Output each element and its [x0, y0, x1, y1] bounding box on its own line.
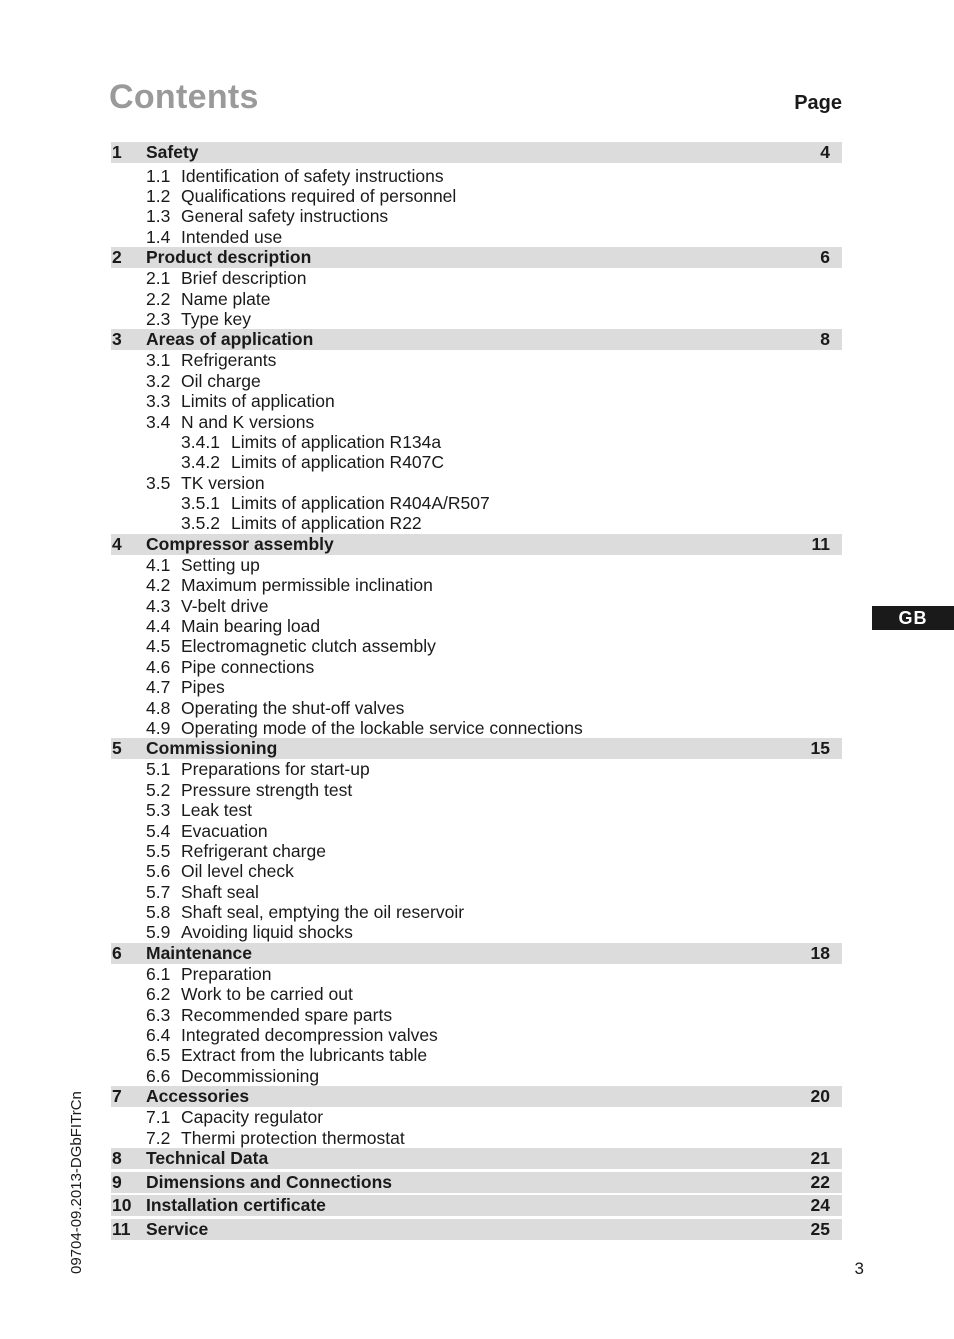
section-number: 5.4 [146, 820, 171, 841]
toc-section-row [111, 555, 842, 575]
toc-section-row [111, 1005, 842, 1025]
section-title: Pressure strength test [181, 779, 353, 800]
chapter-title: Installation certificate [146, 1195, 326, 1215]
chapter-number: 2 [112, 247, 122, 268]
chapter-number: 1 [112, 142, 122, 162]
toc-subsection-row [111, 432, 842, 452]
toc-section-row [111, 206, 842, 226]
section-number: 7.1 [146, 1107, 171, 1128]
toc-section-row [111, 596, 842, 616]
toc-section-row [111, 166, 842, 186]
section-number: 3.3 [146, 391, 171, 412]
toc-chapter-row [111, 1219, 842, 1240]
section-title: Pipes [181, 677, 225, 698]
section-title: Work to be carried out [181, 984, 353, 1005]
toc-section-row [111, 289, 842, 309]
section-title: Avoiding liquid shocks [181, 922, 353, 943]
chapter-number: 6 [112, 942, 122, 963]
toc-section-row [111, 575, 842, 595]
language-tab: GB [872, 606, 954, 630]
section-number: 3.1 [146, 350, 171, 371]
section-title: Refrigerants [181, 350, 277, 371]
toc-section-row [111, 309, 842, 329]
section-title: Operating the shut-off valves [181, 697, 405, 718]
section-number: 4.8 [146, 697, 171, 718]
toc-section-row [111, 268, 842, 288]
chapter-page: 24 [810, 1195, 830, 1215]
section-title: Oil level check [181, 861, 294, 882]
toc-section-row [111, 1025, 842, 1045]
chapter-title: Maintenance [146, 942, 252, 963]
chapter-number: 11 [112, 1218, 131, 1239]
section-number: 5.2 [146, 779, 171, 800]
chapter-title: Commissioning [146, 738, 278, 759]
section-number: 5.5 [146, 840, 171, 861]
toc-section-row [111, 800, 842, 820]
chapter-number: 5 [112, 738, 122, 759]
section-number: 4.2 [146, 575, 171, 596]
chapter-page: 25 [810, 1218, 830, 1239]
chapter-number: 8 [112, 1148, 122, 1168]
chapter-number: 3 [112, 329, 122, 350]
section-title: General safety instructions [181, 206, 389, 227]
section-number: 3.4 [146, 411, 171, 432]
section-title: Oil charge [181, 370, 261, 391]
section-title: TK version [181, 472, 265, 493]
section-number: 6.1 [146, 963, 171, 984]
section-title: Type key [181, 308, 252, 329]
chapter-page: 4 [820, 142, 830, 162]
subsection-title: Limits of application R407C [231, 452, 445, 473]
document-code: 09704-09.2013-DGbFITrCn [68, 1091, 85, 1274]
section-title: Identification of safety instructions [181, 165, 444, 186]
toc-section-row [111, 391, 842, 411]
toc-section-row [111, 412, 842, 432]
toc-section-row [111, 902, 842, 922]
toc-chapter-row [111, 1086, 842, 1107]
subsection-title: Limits of application R134a [231, 431, 442, 452]
section-title: Limits of application [181, 391, 335, 412]
toc-section-row [111, 984, 842, 1004]
chapter-number: 9 [112, 1171, 122, 1192]
table-of-contents [111, 142, 842, 1240]
section-number: 3.2 [146, 370, 171, 391]
section-title: Brief description [181, 268, 307, 289]
chapter-number: 10 [112, 1195, 132, 1215]
toc-section-row [111, 922, 842, 942]
toc-subsection-row [111, 513, 842, 533]
chapter-page: 22 [810, 1171, 830, 1192]
toc-subsection-row [111, 452, 842, 472]
toc-section-row [111, 841, 842, 861]
section-title: Operating mode of the lockable service connections [181, 717, 583, 738]
toc-chapter-row [111, 142, 842, 163]
section-number: 4.4 [146, 616, 171, 637]
section-number: 6.3 [146, 1004, 171, 1025]
section-number: 6.4 [146, 1025, 171, 1046]
toc-section-row [111, 718, 842, 738]
toc-section-row [111, 677, 842, 697]
section-title: Leak test [181, 800, 253, 821]
chapter-title: Safety [146, 142, 199, 162]
section-title: Preparations for start-up [181, 759, 370, 780]
section-number: 4.5 [146, 636, 171, 657]
subsection-number: 3.4.1 [181, 431, 220, 452]
section-title: Pipe connections [181, 656, 315, 677]
section-number: 5.1 [146, 759, 171, 780]
page-number: 3 [854, 1259, 864, 1278]
toc-section-row [111, 616, 842, 636]
section-title: Evacuation [181, 820, 268, 841]
section-number: 4.9 [146, 717, 171, 738]
section-number: 7.2 [146, 1127, 171, 1148]
chapter-page: 18 [810, 942, 830, 963]
section-number: 6.2 [146, 984, 171, 1005]
section-title: Maximum permissible inclination [181, 575, 433, 596]
chapter-title: Dimensions and Connections [146, 1171, 392, 1192]
chapter-title: Product description [146, 247, 312, 268]
section-number: 5.3 [146, 800, 171, 821]
chapter-title: Compressor assembly [146, 533, 334, 554]
section-number: 1.1 [146, 165, 171, 186]
page-title: Contents [109, 78, 259, 116]
section-number: 4.3 [146, 595, 171, 616]
section-title: V-belt drive [181, 595, 269, 616]
toc-section-row [111, 657, 842, 677]
section-number: 6.6 [146, 1065, 171, 1086]
section-number: 5.6 [146, 861, 171, 882]
section-title: Refrigerant charge [181, 840, 326, 861]
section-title: Shaft seal, emptying the oil reservoir [181, 902, 465, 923]
section-number: 1.2 [146, 185, 171, 206]
subsection-number: 3.5.1 [181, 493, 220, 514]
section-title: Extract from the lubricants table [181, 1045, 428, 1066]
section-title: Electromagnetic clutch assembly [181, 636, 436, 657]
section-title: Preparation [181, 963, 272, 984]
subsection-number: 3.5.2 [181, 513, 220, 534]
subsection-title: Limits of application R404A/R507 [231, 493, 490, 514]
section-number: 2.2 [146, 288, 171, 309]
chapter-number: 7 [112, 1086, 122, 1107]
chapter-title: Technical Data [146, 1148, 269, 1168]
section-number: 6.5 [146, 1045, 171, 1066]
subsection-title: Limits of application R22 [231, 513, 422, 534]
section-title: Integrated decompression valves [181, 1025, 438, 1046]
toc-section-row [111, 371, 842, 391]
section-number: 5.9 [146, 922, 171, 943]
section-title: Intended use [181, 226, 283, 247]
section-number: 4.7 [146, 677, 171, 698]
toc-section-row [111, 698, 842, 718]
toc-chapter-row [111, 534, 842, 555]
chapter-page: 11 [811, 533, 830, 554]
toc-section-row [111, 861, 842, 881]
section-number: 5.7 [146, 881, 171, 902]
page-column-header: Page [794, 92, 842, 114]
toc-section-row [111, 1128, 842, 1148]
toc-chapter-row [111, 943, 842, 964]
section-number: 1.4 [146, 226, 171, 247]
toc-section-row [111, 964, 842, 984]
toc-section-row [111, 821, 842, 841]
toc-section-row [111, 473, 842, 493]
chapter-number: 4 [112, 533, 122, 554]
section-title: Name plate [181, 288, 271, 309]
toc-chapter-row [111, 738, 842, 759]
chapter-page: 21 [810, 1148, 830, 1168]
section-title: Setting up [181, 554, 260, 575]
toc-section-row [111, 759, 842, 779]
section-title: Recommended spare parts [181, 1004, 393, 1025]
section-title: N and K versions [181, 411, 315, 432]
toc-chapter-row [111, 1172, 842, 1193]
toc-chapter-row [111, 329, 842, 350]
toc-section-row [111, 186, 842, 206]
section-number: 2.1 [146, 268, 171, 289]
toc-chapter-row [111, 1195, 842, 1216]
toc-section-row [111, 1066, 842, 1086]
section-title: Qualifications required of personnel [181, 185, 457, 206]
toc-chapter-row [111, 1148, 842, 1169]
section-number: 1.3 [146, 206, 171, 227]
toc-section-row [111, 227, 842, 247]
chapter-title: Accessories [146, 1086, 250, 1107]
section-number: 4.6 [146, 656, 171, 677]
toc-section-row [111, 1045, 842, 1065]
chapter-page: 6 [820, 247, 830, 268]
section-title: Shaft seal [181, 881, 259, 902]
toc-chapter-row [111, 247, 842, 268]
chapter-page: 15 [810, 738, 830, 759]
toc-subsection-row [111, 493, 842, 513]
section-title: Decommissioning [181, 1065, 320, 1086]
section-number: 4.1 [146, 554, 171, 575]
toc-section-row [111, 350, 842, 370]
chapter-title: Areas of application [146, 329, 314, 350]
section-title: Capacity regulator [181, 1107, 324, 1128]
toc-section-row [111, 636, 842, 656]
subsection-number: 3.4.2 [181, 452, 220, 473]
section-number: 5.8 [146, 902, 171, 923]
section-number: 3.5 [146, 472, 171, 493]
toc-section-row [111, 882, 842, 902]
section-title: Main bearing load [181, 616, 321, 637]
section-number: 2.3 [146, 308, 171, 329]
chapter-page: 20 [810, 1086, 830, 1107]
toc-section-row [111, 780, 842, 800]
toc-section-row [111, 1107, 842, 1127]
chapter-title: Service [146, 1218, 209, 1239]
chapter-page: 8 [820, 329, 830, 350]
section-title: Thermi protection thermostat [181, 1127, 405, 1148]
